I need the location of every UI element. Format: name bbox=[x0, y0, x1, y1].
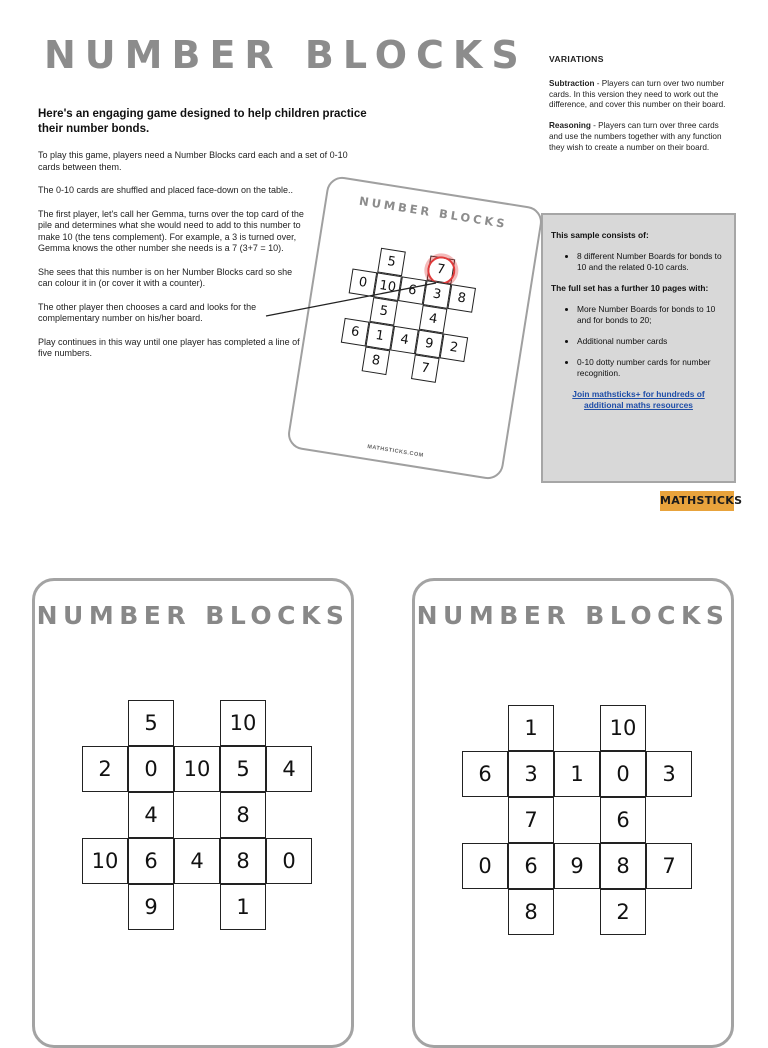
variation-text: - Players can turn over three cards and use the numbers together with any function they wish to create a number on their board. bbox=[549, 121, 722, 152]
number-cell[interactable]: 5 bbox=[220, 746, 266, 792]
number-cell[interactable]: 8 bbox=[220, 838, 266, 884]
number-cell[interactable]: 2 bbox=[600, 889, 646, 935]
number-cell[interactable]: 5 bbox=[128, 700, 174, 746]
mathsticks-logo: MATHSTICKS bbox=[660, 491, 734, 511]
number-cell[interactable]: 5 bbox=[369, 297, 398, 326]
variation-text: - Players can turn over two number cards. In this version they need to work out the difference, and cover this number on their board. bbox=[549, 78, 726, 110]
number-board-card bbox=[412, 578, 734, 1048]
number-cell[interactable]: 0 bbox=[128, 746, 174, 792]
number-cell[interactable]: 4 bbox=[390, 326, 419, 355]
number-cell[interactable]: 1 bbox=[220, 884, 266, 930]
intro-paragraph: To play this game, players need a Number Blocks card each and a set of 0-10 cards between them. bbox=[38, 150, 348, 172]
example-card-title: NUMBER BLOCKS bbox=[358, 193, 509, 232]
number-cell[interactable]: 0 bbox=[600, 751, 646, 797]
example-card-url: MATHSTICKS.COM bbox=[366, 444, 425, 459]
number-cell[interactable]: 1 bbox=[554, 751, 600, 797]
number-cell[interactable]: 4 bbox=[266, 746, 312, 792]
number-cell[interactable]: 1 bbox=[508, 705, 554, 751]
list-item: • 0-10 dotty number cards for number recognition. bbox=[577, 357, 726, 379]
intro-paragraph: The first player, let's call her Gemma, turns over the top card of the pile and determines what she would need to add to this number to make 10 (the tens complement). For example, a 3 is turned over, Gemma knows the other number she needs is a 7 (3+7 = 10). bbox=[38, 208, 304, 253]
number-cell[interactable]: 8 bbox=[362, 346, 391, 375]
number-cell[interactable]: 7 bbox=[646, 843, 692, 889]
number-cell[interactable]: 0 bbox=[462, 843, 508, 889]
number-cell[interactable]: 6 bbox=[508, 843, 554, 889]
list-item: • 8 different Number Boards for bonds to 10 and the related 0-10 cards. bbox=[577, 251, 726, 273]
number-cell[interactable]: 7 bbox=[411, 354, 440, 383]
variation-label: Reasoning bbox=[549, 121, 591, 131]
sample-heading: This sample consists of: bbox=[551, 230, 649, 240]
number-cell[interactable]: 6 bbox=[600, 797, 646, 843]
number-cell[interactable]: 3 bbox=[646, 751, 692, 797]
number-cell[interactable]: 10 bbox=[373, 272, 402, 301]
number-cell[interactable]: 2 bbox=[82, 746, 128, 792]
number-cell[interactable]: 4 bbox=[128, 792, 174, 838]
number-cell[interactable]: 6 bbox=[128, 838, 174, 884]
number-cell[interactable]: 0 bbox=[349, 268, 378, 297]
number-cell[interactable]: 6 bbox=[462, 751, 508, 797]
variation-label: Subtraction bbox=[549, 78, 595, 88]
join-mathsticks-link[interactable]: Join mathsticks+ for hundreds of additional maths resources bbox=[572, 389, 705, 410]
number-cell[interactable]: 9 bbox=[415, 330, 444, 359]
intro-paragraph: The 0-10 cards are shuffled and placed face-down on the table.. bbox=[38, 185, 294, 195]
number-cell[interactable]: 8 bbox=[508, 889, 554, 935]
list-item: • More Number Boards for bonds to 10 and for bonds to 20; bbox=[577, 304, 726, 326]
list-item: • Additional number cards bbox=[577, 336, 726, 347]
number-cell[interactable]: 6 bbox=[341, 318, 370, 347]
intro-heading: Here's an engaging game designed to help children practice their number bonds. bbox=[38, 108, 367, 135]
number-cell[interactable]: 0 bbox=[266, 838, 312, 884]
full-set-heading: The full set has a further 10 pages with: bbox=[551, 283, 709, 293]
number-cell[interactable]: 7 bbox=[508, 797, 554, 843]
number-board-card bbox=[32, 578, 354, 1048]
number-cell[interactable]: 8 bbox=[447, 284, 476, 313]
number-cell[interactable]: 3 bbox=[423, 280, 452, 309]
number-cell[interactable]: 1 bbox=[365, 322, 394, 351]
number-cell[interactable]: 3 bbox=[508, 751, 554, 797]
number-cell[interactable]: 6 bbox=[398, 276, 427, 305]
number-cell[interactable]: 7 bbox=[427, 256, 456, 285]
number-cell[interactable]: 8 bbox=[600, 843, 646, 889]
number-cell[interactable]: 9 bbox=[554, 843, 600, 889]
intro-paragraph: Play continues in this way until one player has completed a line of five numbers. bbox=[38, 336, 300, 358]
number-cell[interactable]: 10 bbox=[600, 705, 646, 751]
number-cell[interactable]: 5 bbox=[377, 248, 406, 277]
number-cell[interactable]: 2 bbox=[440, 334, 469, 363]
intro-paragraph: She sees that this number is on her Number Blocks card so she can colour it in (or cover it with a counter). bbox=[38, 266, 293, 288]
intro-paragraph: The other player then chooses a card and looks for the complementary number on his/her board. bbox=[38, 301, 257, 323]
variations-heading: VARIATIONS bbox=[549, 54, 604, 64]
number-cell[interactable]: 10 bbox=[174, 746, 220, 792]
number-cell[interactable]: 8 bbox=[220, 792, 266, 838]
card-title: NUMBER BLOCKS bbox=[416, 601, 730, 630]
number-cell[interactable]: 4 bbox=[174, 838, 220, 884]
page-title: NUMBER BLOCKS bbox=[44, 33, 528, 77]
card-title: NUMBER BLOCKS bbox=[36, 601, 350, 630]
number-cell[interactable]: 10 bbox=[82, 838, 128, 884]
number-cell[interactable]: 10 bbox=[220, 700, 266, 746]
number-cell[interactable]: 9 bbox=[128, 884, 174, 930]
number-cell[interactable]: 4 bbox=[419, 305, 448, 334]
